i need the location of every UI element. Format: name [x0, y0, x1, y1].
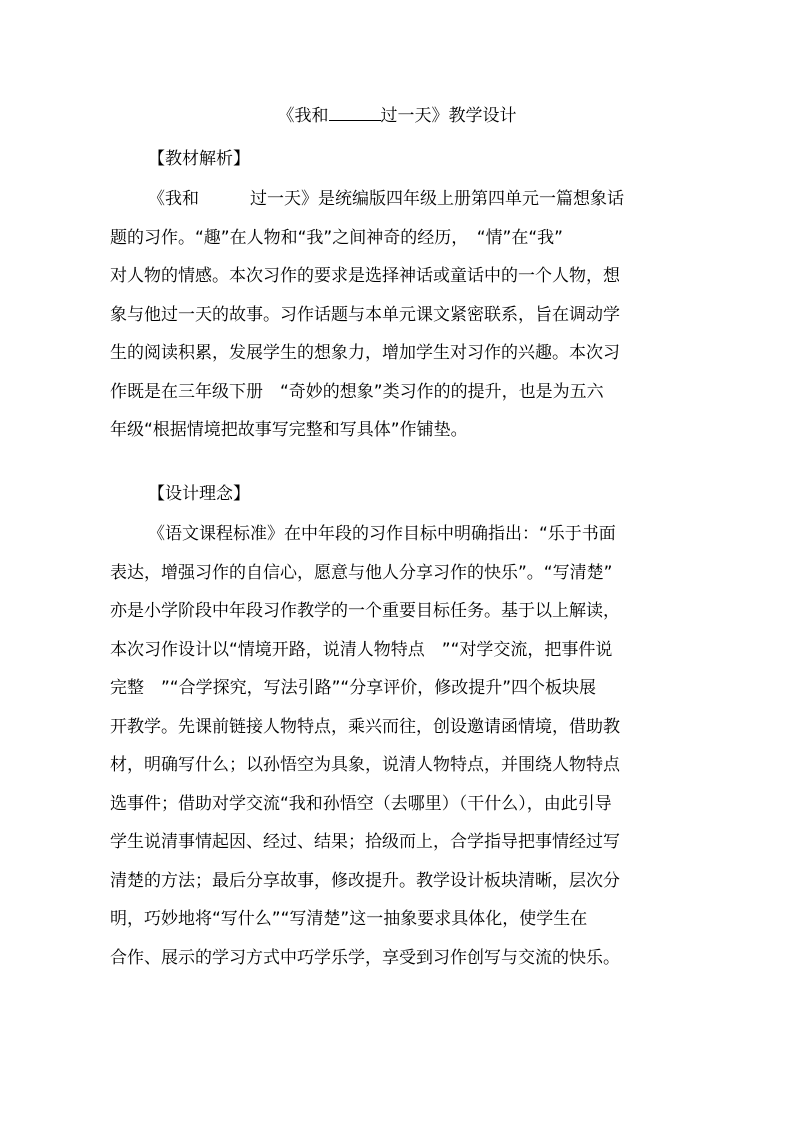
paragraph-line: 学生说清事情起因、经过、结果；拾级而上，合学指导把事情经过写	[110, 832, 620, 852]
paragraph-line: 象与他过一天的故事。习作话题与本单元课文紧密联系，旨在调动学	[110, 304, 620, 325]
paragraph-line: 对人物的情感。本次习作的要求是选择神话或童话中的一个人物，想	[110, 266, 620, 286]
paragraph-line: 本次习作设计以“情境开路，说清人物特点 ”“对学交流，把事件说	[110, 639, 613, 660]
paragraph-line: 清楚的方法；最后分享故事，修改提升。教学设计板块清晰，层次分	[110, 870, 620, 891]
paragraph-line: 表达，增强习作的自信心，愿意与他人分享习作的快乐”。“写清楚”	[110, 562, 613, 583]
document-title	[0, 102, 794, 130]
paragraph-line: 开教学。先课前链接人物特点，乘兴而往，创设邀请函情境，借助教	[110, 716, 620, 737]
section-heading-concept: 【设计理念】	[148, 484, 250, 504]
title-left: 《我和	[277, 106, 329, 126]
paragraph-line: 作既是在三年级下册 “奇妙的想象”类习作的的提升，也是为五六	[110, 381, 604, 402]
paragraph-line: 选事件；借助对学交流“我和孙悟空（去哪里）（干什么），由此引导	[110, 793, 612, 814]
paragraph-line: 合作、展示的学习方式中巧学乐学，享受到习作创写与交流的快乐。	[110, 947, 620, 968]
paragraph-line: 完整 ”“合学探究，写法引路”“分享评价，修改提升”四个板块展	[110, 678, 597, 698]
paragraph-line: 亦是小学阶段中年段习作教学的一个重要目标任务。基于以上解读，	[110, 601, 620, 621]
section-paragraph-concept	[110, 515, 700, 977]
section-paragraph-analysis	[110, 180, 700, 450]
section-heading-analysis: 【教材解析】	[148, 149, 250, 169]
paragraph-line: 生的阅读积累，发展学生的想象力，增加学生对习作的兴趣。本次习	[110, 343, 620, 363]
paragraph-line: 题的习作。“趣”在人物和“我”之间神奇的经历， “情”在“我”	[110, 227, 563, 248]
paragraph-line: 年级“根据情境把故事写完整和写具体”作铺垫。	[110, 420, 468, 440]
title-right: 过一天》教学设计	[380, 106, 517, 126]
paragraph-line: 《语文课程标准》在中年段的习作目标中明确指出：“乐于书面	[148, 524, 616, 544]
paragraph-line: 材，明确写什么；以孙悟空为具象，说清人物特点，并围绕人物特点	[110, 755, 620, 775]
title-blank	[329, 104, 381, 121]
paragraph-line: 《我和 过一天》是统编版四年级上册第四单元一篇想象话	[148, 189, 624, 209]
paragraph-line: 明，巧妙地将“写什么”“写清楚”这一抽象要求具体化，使学生在	[110, 909, 588, 929]
